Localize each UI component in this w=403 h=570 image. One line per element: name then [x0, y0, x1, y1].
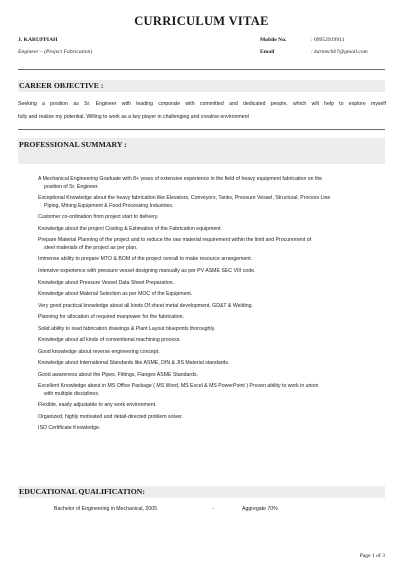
- summary-item: [38, 314, 385, 322]
- summary-item: [38, 291, 385, 299]
- summary-item-line: with multiple disciplines.: [44, 390, 100, 397]
- summary-item-line: Customer co-ordination from project start to delivery.: [38, 214, 159, 221]
- page-number: Page 1 of 3: [359, 553, 385, 559]
- career-objective-line-2: fully and realize my potential. Willing to work as a key player in challenging and creative environment: [18, 114, 249, 120]
- summary-item: [38, 372, 385, 380]
- summary-item-line: Intensive experience with pressure vessel designing manually as per PV ASME SEC VIII code.: [38, 267, 256, 274]
- summary-item: [38, 414, 385, 422]
- summary-item: [38, 195, 385, 210]
- career-objective-line-1: Seeking a position as Sr. Engineer with leading corporate with committed and dedicated people, which will help to explore myself: [18, 101, 386, 107]
- email-label: Email: [260, 49, 275, 55]
- email-value: : karmech07@gmail.com: [311, 49, 368, 55]
- summary-item: [38, 360, 385, 368]
- summary-item: [38, 237, 385, 252]
- professional-summary-heading: [18, 138, 385, 164]
- summary-item: [38, 176, 385, 191]
- education-aggregate: Aggregate 70%: [242, 506, 278, 512]
- education-degree: Bachelor of Engineering in Mechanical, 2005: [54, 506, 157, 512]
- summary-item: [38, 402, 385, 410]
- professional-summary-title: PROFESSIONAL SUMMARY :: [19, 140, 127, 149]
- summary-item-line: steel materials of the project as per plan.: [44, 244, 138, 251]
- mobile-label: Mobile No.: [260, 37, 287, 43]
- summary-item-line: Organized, highly motivated and detail-directed problem solver.: [38, 413, 184, 420]
- document-title: CURRICULUM VITAE: [134, 14, 269, 28]
- summary-item: [38, 226, 385, 234]
- summary-item: [38, 303, 385, 311]
- summary-item-line: Knowledge about all kinds of conventional machining process.: [38, 337, 181, 344]
- summary-item: [38, 280, 385, 288]
- summary-item: [38, 383, 385, 398]
- section-divider: [18, 129, 385, 130]
- summary-item-line: Solid ability to read fabrication drawings & Plant Layout blueprints thoroughly.: [38, 325, 216, 332]
- summary-item-line: Knowledge about Material Selection as per MOC of the Equipment.: [38, 291, 193, 298]
- summary-item: [38, 337, 385, 345]
- summary-item-line: Flexible, easily adjustable to any work environment.: [38, 402, 157, 409]
- summary-item-line: Good awareness about the Pipes, Fittings, Flanges ASME Standards.: [38, 371, 199, 378]
- summary-item-line: Piping, Mining Equipment & Food Processing Industries.: [44, 202, 174, 209]
- summary-item-line: Knowledge about International Standards like ASME, DIN & JIS Material standards.: [38, 360, 230, 367]
- summary-item: [38, 256, 385, 264]
- mobile-value: : 09952919911: [311, 37, 345, 43]
- summary-item-line: Exceptional Knowledge about the heavy fabrication like Elevators, Conveyors, Tanks, Pressure Vessel, Structural, Process Line: [38, 195, 331, 202]
- summary-item: [38, 268, 385, 276]
- summary-item-line: Knowledge about Pressure Vessel Data Sheet Preparation.: [38, 279, 175, 286]
- summary-item: [38, 214, 385, 222]
- header-divider: [18, 69, 385, 70]
- education-heading: EDUCATIONAL QUALIFICATION:: [18, 486, 385, 498]
- summary-item-line: Excellent Knowledge about in MS Office Package ( MS Word, MS Excel & MS PowerPoint ) Proven ability to work in union: [38, 383, 319, 390]
- summary-item-line: Good knowledge about reverse engineering concept.: [38, 348, 160, 355]
- candidate-role: Engineer – (Project Fabrication): [18, 49, 93, 55]
- summary-item: [38, 425, 385, 433]
- summary-item-line: A Mechanical Engineering Graduate with 8+ years of extensive experience in the field of heavy equipment fabrication on the: [38, 176, 323, 182]
- candidate-name: J. KARUPPIAH: [18, 37, 58, 43]
- summary-item-line: ISO Certificate Knowledge.: [38, 425, 101, 432]
- summary-item-line: position of Sr. Engineer.: [44, 183, 99, 190]
- summary-item-line: Planning for allocation of required manpower for the fabrication.: [38, 314, 184, 321]
- summary-item: [38, 326, 385, 334]
- summary-item-line: Prepare Material Planning of the project and to reduce the raw material requirement within the limit and Procurement of: [38, 237, 312, 244]
- summary-item: [38, 349, 385, 357]
- summary-item-line: Knowledge about the project Costing & Estimation of the Fabrication equipment.: [38, 225, 222, 232]
- professional-summary-list: [38, 176, 385, 437]
- summary-item-line: Very good practical knowledge about all kinds Of sheet metal development, GD&T & Welding.: [38, 302, 253, 309]
- summary-item-line: Immense ability to prepare MTO & BOM of the project overall to make resource arrangement.: [38, 256, 253, 263]
- education-separator: -: [212, 506, 214, 512]
- career-objective-heading: CAREER OBJECTIVE :: [18, 80, 385, 92]
